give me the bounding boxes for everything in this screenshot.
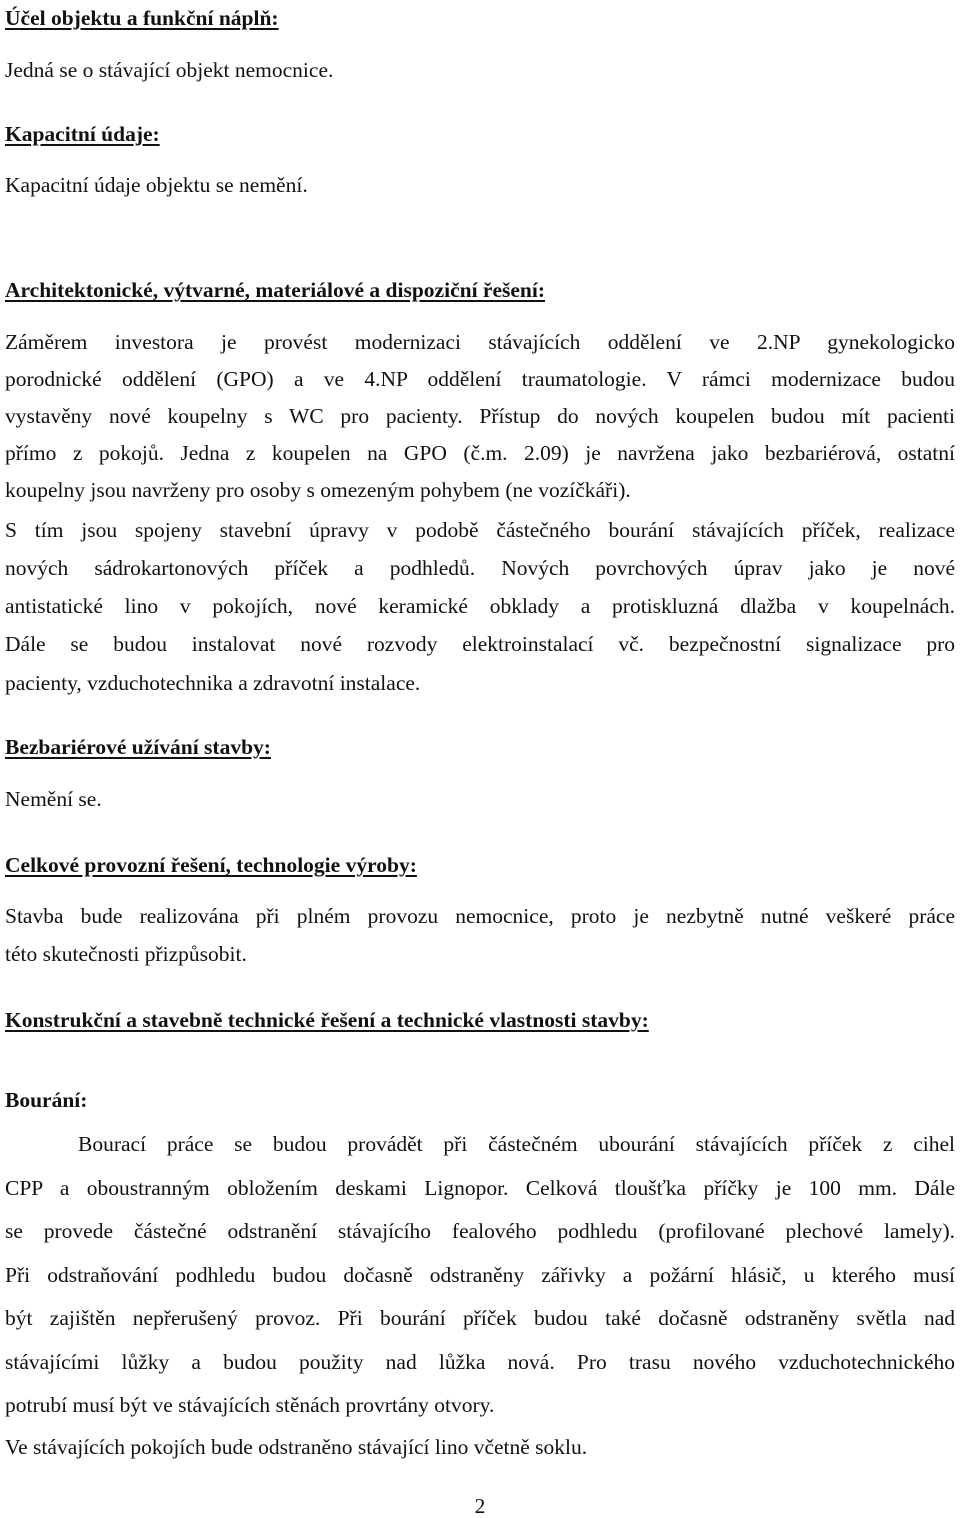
paragraph-line: Bourací práce se budou provádět při částečném ubourání stávajících příček z cihel [78, 1132, 955, 1156]
paragraph-line: stávajícími lůžky a budou použity nad lůžka nová. Pro trasu nového vzduchotechnického [5, 1350, 955, 1374]
paragraph-line: CPP a oboustranným obložením deskami Lignopor. Celková tloušťka příčky je 100 mm. Dále [5, 1176, 955, 1200]
paragraph-line: koupelny jsou navrženy pro osoby s omezeným pohybem (ne vozíčkáři). [5, 478, 631, 502]
paragraph-line: pacienty, vzduchotechnika a zdravotní instalace. [5, 671, 421, 695]
text-bezbarierove-uzivani: Nemění se. [5, 787, 102, 811]
paragraph-line: Dále se budou instalovat nové rozvody elektroinstalací vč. bezpečnostní signalizace pro [5, 632, 955, 656]
heading-provozni-reseni: Celkové provozní řešení, technologie výroby: [5, 853, 417, 877]
paragraph-line: Ve stávajících pokojích bude odstraněno stávající lino včetně soklu. [5, 1435, 588, 1459]
paragraph-line: Záměrem investora je provést modernizaci stávajících oddělení ve 2.NP gynekologicko [5, 330, 955, 354]
paragraph-line: S tím jsou spojeny stavební úpravy v podobě částečného bourání stávajících příček, realizace [5, 518, 955, 542]
text-kapacitni-udaje: Kapacitní údaje objektu se nemění. [5, 173, 308, 197]
paragraph-line: nových sádrokartonových příček a podhledů. Nových povrchových úprav jako je nové [5, 556, 955, 580]
heading-bourani: Bourání: [5, 1088, 88, 1112]
paragraph-line: potrubí musí být ve stávajících stěnách provrtány otvory. [5, 1393, 495, 1417]
heading-kapacitni-udaje: Kapacitní údaje: [5, 122, 160, 146]
text-ucel-objektu: Jedná se o stávající objekt nemocnice. [5, 58, 334, 82]
paragraph-line: této skutečnosti přizpůsobit. [5, 942, 247, 966]
paragraph-line: Při odstraňování podhledu budou dočasně odstraněny zářivky a požární hlásič, u kterého musí [5, 1263, 955, 1287]
heading-konstrukcni-reseni: Konstrukční a stavebně technické řešení a technické vlastnosti stavby: [5, 1008, 649, 1032]
paragraph-line: Stavba bude realizována při plném provozu nemocnice, proto je nezbytně nutné veškeré práce [5, 904, 955, 928]
paragraph-line: se provede částečné odstranění stávajícího fealového podhledu (profilované plechové lamely). [5, 1219, 955, 1243]
paragraph-line: antistatické lino v pokojích, nové keramické obklady a protiskluzná dlažba v koupelnách. [5, 594, 955, 618]
heading-ucel-objektu: Účel objektu a funkční náplň: [5, 6, 279, 30]
paragraph-line: porodnické oddělení (GPO) a ve 4.NP oddělení traumatologie. V rámci modernizace budou [5, 367, 955, 391]
heading-architektonicke-reseni: Architektonické, výtvarné, materiálové a dispoziční řešení: [5, 278, 545, 302]
paragraph-line: vystavěny nové koupelny s WC pro pacienty. Přístup do nových koupelen budou mít pacienti [5, 404, 955, 428]
paragraph-line: přímo z pokojů. Jedna z koupelen na GPO (č.m. 2.09) je navržena jako bezbariérová, ostatní [5, 441, 955, 465]
page-number: 2 [474, 1494, 486, 1518]
paragraph-line: být zajištěn nepřerušený provoz. Při bourání příček budou také dočasně odstraněny světla nad [5, 1306, 955, 1330]
heading-bezbarierove-uzivani: Bezbariérové užívání stavby: [5, 735, 271, 759]
